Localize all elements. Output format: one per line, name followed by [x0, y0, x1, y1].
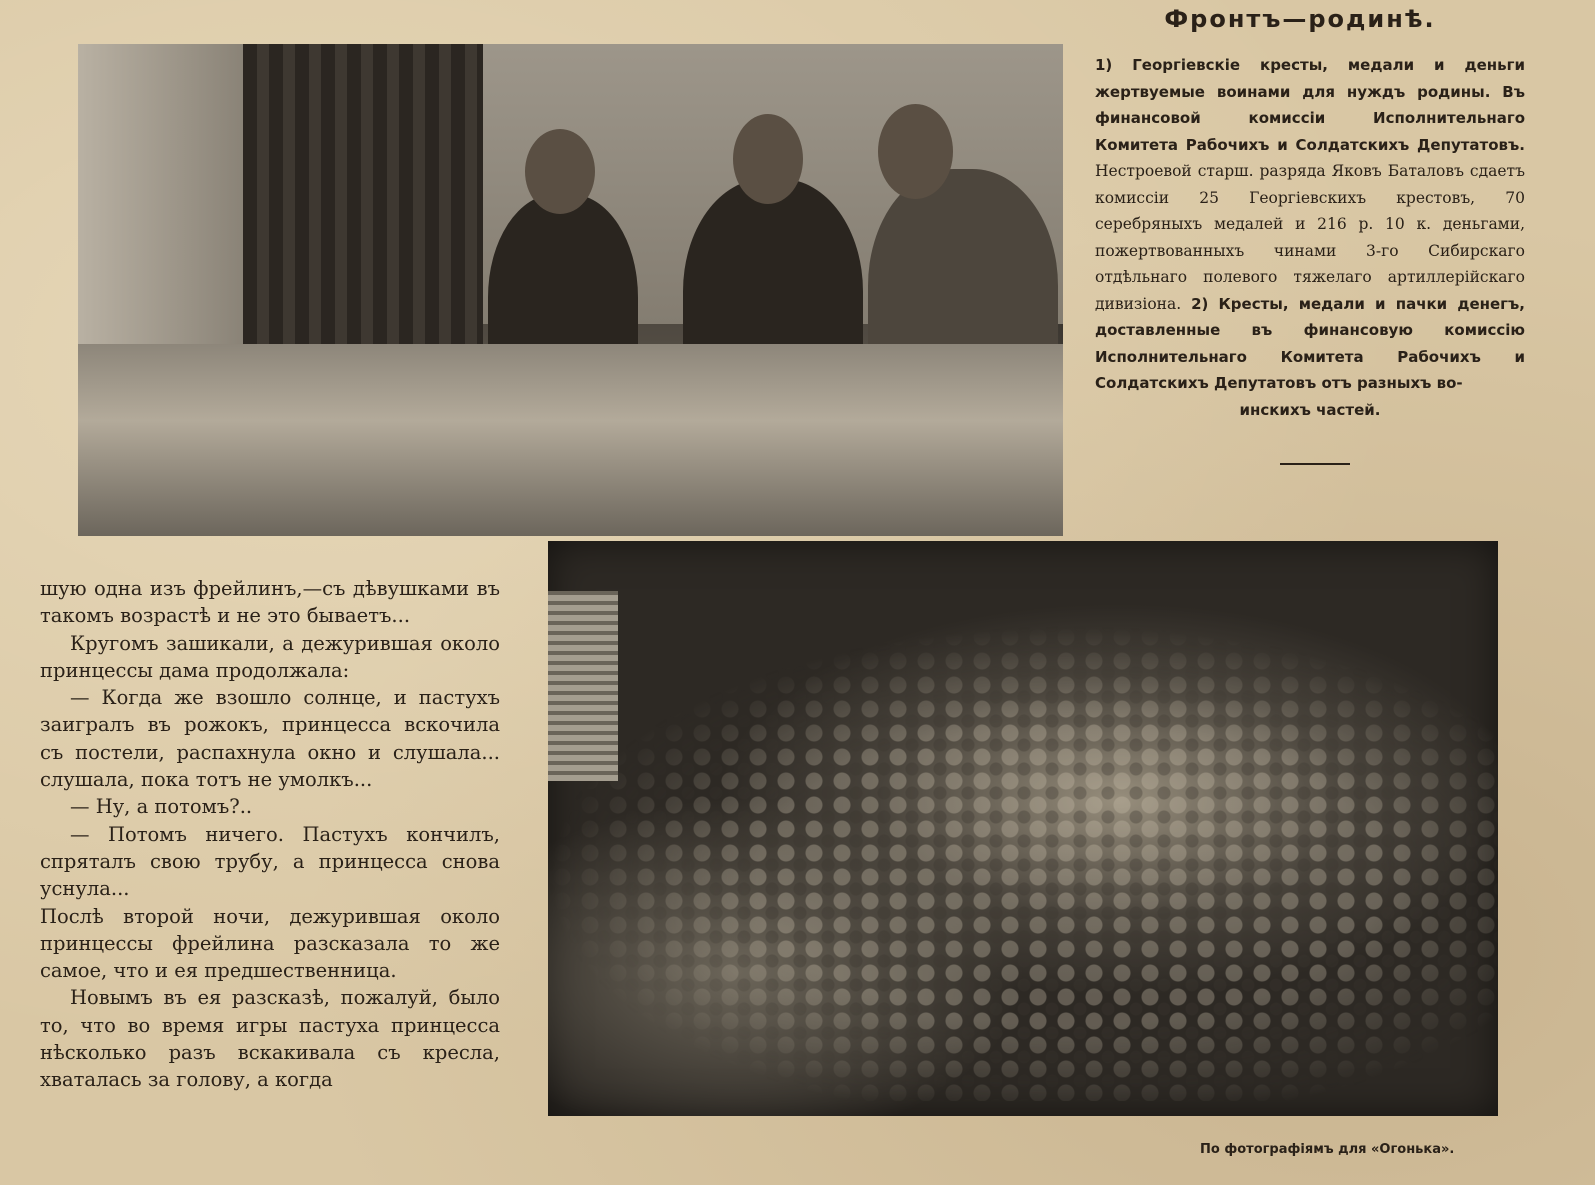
photo-head-soldier — [733, 114, 803, 204]
photo-table-with-medals — [78, 344, 1063, 536]
article-column — [40, 575, 500, 1094]
article-paragraph: — Ну, а потомъ?.. — [70, 795, 253, 819]
caption-part2-last: инскихъ частей. — [1239, 400, 1381, 419]
article-paragraph: Кругомъ зашикали, а дежурившая около принцессы дама продолжала: — [40, 631, 500, 682]
caption-part2-bold: 2) Кресты, медали и пачки денегъ, доставленные въ финансовую комиссію Исполнительнаго Комитета Рабочихъ и Солдатскихъ Депутатовъ отъ разныхъ во- — [1095, 294, 1525, 392]
photo-caption — [1095, 52, 1525, 423]
article-paragraph: Послѣ второй ночи, дежурившая около принцессы фрейлина разсказала то же самое, что и ея предшественница. — [40, 904, 500, 983]
photo-pile-of-medals — [548, 541, 1498, 1116]
photo-money-bundles — [548, 591, 618, 781]
caption-part1-bold: 1) Георгіевскіе кресты, медали и деньги жертвуемые воинами для нуждъ родины. Въ финансовой комиссіи Исполнительнаго Комитета Рабочихъ и Солдатскихъ Депутатовъ. — [1095, 56, 1525, 154]
caption-divider — [1280, 463, 1350, 465]
article-paragraph: шую одна изъ фрейлинъ,—съ дѣвушками въ такомъ возрастѣ и не это бываетъ... — [40, 577, 500, 628]
caption-part1-text: Нестроевой старш. разряда Яковъ Баталовъ сдаетъ комиссіи 25 Георгіевскихъ крестовъ, 70 серебряныхъ медалей и 216 р. 10 к. деньгами, пожертвованныхъ чинами 3-го Сибирскаго отдѣльнаго полевого тяжелаго артиллерійскаго дивизіона. — [1095, 162, 1525, 313]
photo-credit: По фотографіямъ для «Огонька». — [1200, 1142, 1455, 1157]
photo-head-officer — [878, 104, 953, 199]
photo-commission-staff — [78, 44, 1063, 536]
article-paragraph: — Потомъ ничего. Пастухъ кончилъ, спряталъ свою трубу, а принцесса снова уснула... — [40, 822, 500, 901]
photo-door — [243, 44, 483, 384]
photo-medal-texture — [548, 601, 1498, 1101]
article-paragraph: Новымъ въ ея разсказѣ, пожалуй, было то, что во время игры пастуха принцесса нѣсколько разъ вскакивала съ кресла, хваталась за голову, а когда — [40, 986, 500, 1092]
page-heading: Фронтъ—родинѣ. — [1164, 5, 1436, 33]
photo-head-woman — [525, 129, 595, 214]
article-paragraph: — Когда же взошло солнце, и пастухъ заигралъ въ рожокъ, принцесса вскочила съ постели, распахнула окно и слушала... слушала, пока тотъ не умолкъ... — [40, 686, 500, 792]
